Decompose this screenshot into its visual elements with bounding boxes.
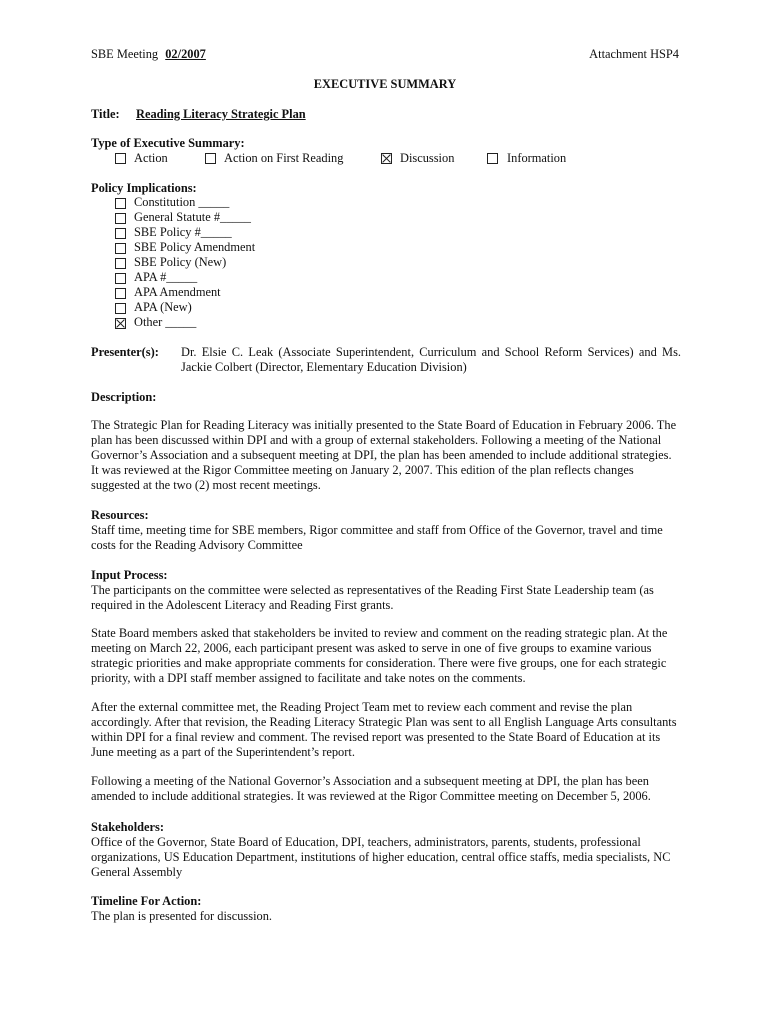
- summary-type-label: Type of Executive Summary:: [91, 136, 245, 150]
- checkbox-apa-amendment[interactable]: [115, 288, 126, 299]
- policy-item-label: Constitution _____: [134, 195, 230, 209]
- policy-item-label: SBE Policy (New): [134, 255, 227, 269]
- presenters-label: Presenter(s):: [91, 345, 159, 359]
- page-title: EXECUTIVE SUMMARY: [313, 77, 457, 91]
- policy-item-label: SBE Policy Amendment: [134, 240, 256, 254]
- checkbox-general-statute[interactable]: [115, 213, 126, 224]
- stakeholders-text: Office of the Governor, State Board of Education, DPI, teachers, administrators, parents, students, professional organizations, US Education Department, institutions of higher education, central office staffs, media specialists, NC General Assembly: [91, 835, 671, 879]
- checkbox-sbe-policy-amendment[interactable]: [115, 243, 126, 254]
- policy-item-label: APA #_____: [134, 270, 198, 284]
- option-action-label: Action: [134, 151, 168, 165]
- title-value: Reading Literacy Strategic Plan: [136, 107, 306, 121]
- checkbox-action-first-reading[interactable]: [205, 153, 216, 164]
- input-process-paragraph: Following a meeting of the National Governor’s Association and a subsequent meeting at DPI, the plan has been amended to include additional strategies. It was reviewed at the Rigor Committee meeting on December 5, 2006.: [91, 774, 651, 803]
- checkbox-sbe-policy[interactable]: [115, 228, 126, 239]
- checkbox-sbe-policy-new[interactable]: [115, 258, 126, 269]
- checkbox-information[interactable]: [487, 153, 498, 164]
- checkbox-constitution[interactable]: [115, 198, 126, 209]
- timeline-text: The plan is presented for discussion.: [91, 909, 273, 923]
- attachment-label: Attachment HSP4: [589, 47, 679, 61]
- option-discussion-label: Discussion: [400, 151, 455, 165]
- resources-text: Staff time, meeting time for SBE members, Rigor committee and staff from Office of the Governor, travel and time costs for the Reading Advisory Committee: [91, 523, 663, 552]
- stakeholders-label: Stakeholders:: [91, 820, 164, 834]
- checkbox-action[interactable]: [115, 153, 126, 164]
- meeting-date: 02/2007: [165, 47, 206, 61]
- option-information-label: Information: [507, 151, 567, 165]
- header-meeting: [91, 47, 206, 62]
- meeting-label: SBE Meeting: [91, 47, 159, 61]
- policy-item-label: APA (New): [134, 300, 192, 314]
- policy-item-label: SBE Policy #_____: [134, 225, 232, 239]
- presenters-text: Dr. Elsie C. Leak (Associate Superintendent, Curriculum and School Reform Services) and Ms. Jackie Colbert (Director, Elementary Education Division): [181, 345, 681, 374]
- timeline-label: Timeline For Action:: [91, 894, 202, 908]
- description-label: Description:: [91, 390, 157, 404]
- input-process-paragraph: The participants on the committee were selected as representatives of the Reading First State Leadership team (as required in the Adolescent Literacy and Reading First grants.: [91, 583, 654, 612]
- input-process-paragraph: After the external committee met, the Reading Project Team met to review each comment and revise the plan accordingly. After that revision, the Reading Literacy Strategic Plan was sent to all English Language Arts consultants within DPI for a final review and comment. The revised report was presented to the State Board of Education at its June meeting as a part of the Superintendent’s report.: [91, 700, 677, 759]
- policy-item-label: APA Amendment: [134, 285, 221, 299]
- input-process-label: Input Process:: [91, 568, 168, 582]
- policy-item-label: General Statute #_____: [134, 210, 251, 224]
- title-label: Title:: [91, 107, 120, 121]
- checkbox-apa-new[interactable]: [115, 303, 126, 314]
- checkbox-discussion[interactable]: [381, 153, 392, 164]
- input-process-paragraph: State Board members asked that stakeholders be invited to review and comment on the reading strategic plan. At the meeting on March 22, 2006, each participant present was asked to serve in one of five groups to examine various strategic priorities and make appropriate comments for consideration. There were five groups, one for each strategic priority, with a DPI staff member assigned to facilitate and take notes on the comments.: [91, 626, 668, 685]
- policy-label: Policy Implications:: [91, 181, 197, 195]
- policy-item-label: Other _____: [134, 315, 197, 329]
- option-action-first-reading-label: Action on First Reading: [224, 151, 344, 165]
- checkbox-other[interactable]: [115, 318, 126, 329]
- checkbox-apa[interactable]: [115, 273, 126, 284]
- description-text: The Strategic Plan for Reading Literacy was initially presented to the State Board of Education in February 2006. The plan has been discussed within DPI and with a group of external stakeholders. Following a meeting of the National Governor’s Association and a subsequent meeting at DPI, the plan has been amended to include additional strategies. It was reviewed at the Rigor Committee meeting on January 2, 2007. This edition of the plan reflects changes suggested at the two (2) most recent meetings.: [91, 418, 677, 492]
- resources-label: Resources:: [91, 508, 149, 522]
